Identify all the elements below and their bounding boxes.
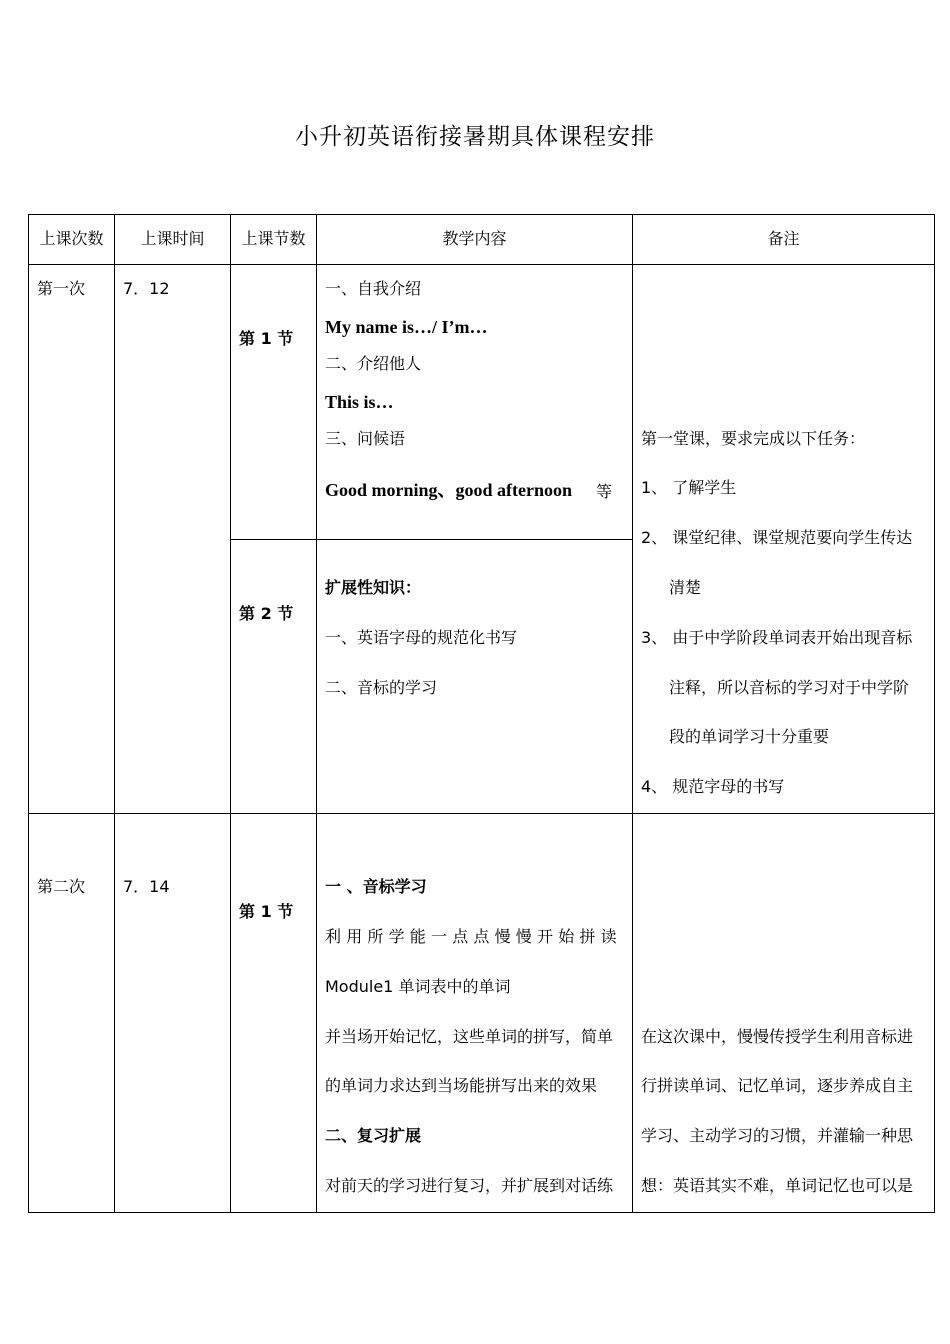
column-divider [632, 214, 633, 1213]
notes-line: 想：英语其实不难，单词记忆也可以是 [641, 1176, 914, 1195]
content-line: Module1 单词表中的单词 [325, 977, 511, 996]
table-border-left [28, 214, 29, 1213]
content-line: 一、英语字母的规范化书写 [325, 628, 518, 647]
header-content: 教学内容 [442, 229, 507, 248]
notes-line: 3、 由于中学阶段单词表开始出现音标 [641, 628, 913, 647]
section-label: 第 2 节 [239, 604, 294, 623]
session-label: 第一次 [37, 279, 86, 298]
content-line: 利用所学能一点点慢慢开始拼读 [325, 927, 622, 946]
content-line: My name is…/ I’m… [325, 317, 488, 337]
content-line: 并当场开始记忆，这些单词的拼写，简单 [325, 1027, 614, 1046]
content-line: 二、音标的学习 [325, 678, 438, 697]
content-line: 三、问候语 [325, 429, 406, 448]
content-line: 扩展性知识： [325, 578, 422, 597]
notes-line: 第一堂课，要求完成以下任务： [641, 429, 866, 448]
column-divider [230, 214, 231, 1213]
header-session: 上课次数 [39, 229, 104, 248]
content-line: 的单词力求达到当场能拼写出来的效果 [325, 1076, 598, 1095]
column-divider [316, 214, 317, 1213]
header-section: 上课节数 [241, 229, 306, 248]
notes-line: 4、 规范字母的书写 [641, 777, 785, 796]
content-line: This is… [325, 392, 394, 412]
table-border-top [28, 214, 935, 215]
content-line: 等 [596, 482, 613, 501]
page-title: 小升初英语衔接暑期具体课程安排 [295, 124, 655, 150]
notes-line: 1、 了解学生 [641, 478, 737, 497]
content-line: 一、自我介绍 [325, 279, 422, 298]
notes-line: 注释，所以音标的学习对于中学阶 [669, 678, 910, 697]
session-date: 7．12 [123, 279, 170, 298]
table-border-right [934, 214, 935, 1213]
notes-line: 2、 课堂纪律、课堂规范要向学生传达 [641, 528, 913, 547]
section-label: 第 1 节 [239, 329, 294, 348]
content-line: Good morning、good afternoon [325, 480, 573, 500]
section-label: 第 1 节 [239, 902, 294, 921]
content-line: 一 、音标学习 [325, 877, 427, 896]
header-divider [28, 264, 935, 265]
session-label: 第二次 [37, 877, 86, 896]
header-notes: 备注 [767, 229, 800, 248]
notes-line: 在这次课中，慢慢传授学生利用音标进 [641, 1027, 914, 1046]
notes-line: 段的单词学习十分重要 [669, 727, 830, 746]
content-line: 二、复习扩展 [325, 1126, 422, 1145]
notes-line: 行拼读单词、记忆单词，逐步养成自主 [641, 1076, 914, 1095]
content-line: 二、介绍他人 [325, 354, 422, 373]
notes-line: 学习、主动学习的习惯，并灌输一种思 [641, 1126, 914, 1145]
content-line: 对前天的学习进行复习，并扩展到对话练 [325, 1176, 614, 1195]
section-divider [230, 539, 632, 540]
table-border-bottom [28, 1212, 935, 1213]
notes-line: 清楚 [669, 578, 702, 597]
row-divider [28, 813, 935, 814]
header-time: 上课时间 [140, 229, 205, 248]
column-divider [114, 214, 115, 1213]
session-date: 7．14 [123, 877, 170, 896]
